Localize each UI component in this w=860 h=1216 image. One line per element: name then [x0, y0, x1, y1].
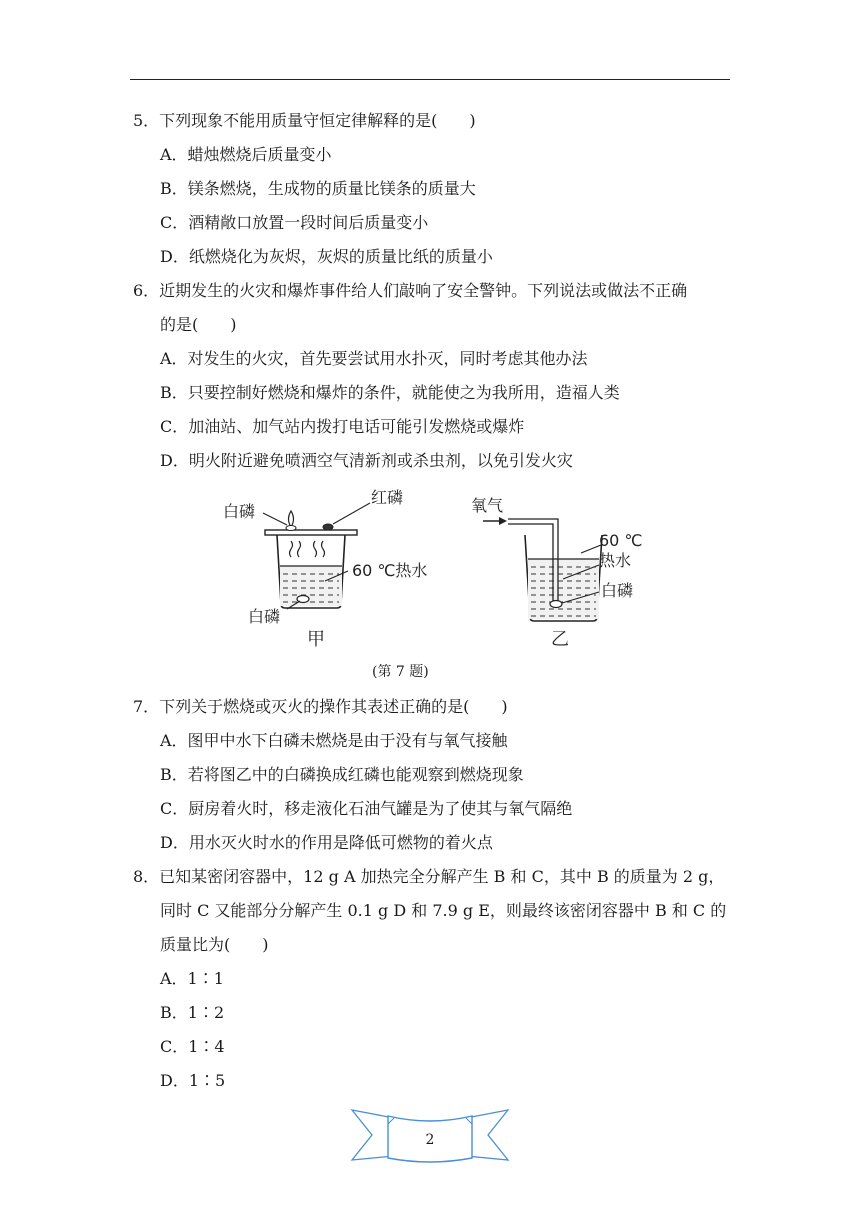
- question-8-stem-line1: 8．已知某密闭容器中，12 g A 加热完全分解产生 B 和 C，其中 B 的质量为 2 g，: [133, 867, 725, 886]
- question-5-stem: 5．下列现象不能用质量守恒定律解释的是( ): [133, 111, 476, 130]
- label-hot-water-yi: 热水: [599, 551, 632, 570]
- figure-name-yi: 乙: [551, 629, 569, 650]
- question-8-option-b: B．1∶2: [160, 1003, 225, 1022]
- label-temp-yi: 60 ℃: [599, 531, 643, 550]
- page-number: 2: [425, 1132, 435, 1148]
- copper-plate: [265, 530, 357, 535]
- question-5-option-b: B．镁条燃烧，生成物的质量比镁条的质量大: [160, 179, 476, 198]
- figure-yi: [471, 496, 642, 650]
- figure-name-jia: 甲: [307, 629, 325, 650]
- header-rule: [130, 79, 730, 80]
- label-hot-water-jia: 60 ℃热水: [352, 561, 428, 580]
- question-6-stem-line1: 6．近期发生的火灾和爆炸事件给人们敲响了安全警钟。下列说法或做法不正确: [133, 281, 688, 300]
- question-7-option-b: B．若将图乙中的白磷换成红磷也能观察到燃烧现象: [160, 765, 524, 784]
- question-7-option-a: A．图甲中水下白磷未燃烧是由于没有与氧气接触: [160, 731, 508, 750]
- question-6-stem-line2: 的是( ): [160, 315, 237, 334]
- question-5-option-a: A．蜡烛燃烧后质量变小: [160, 145, 332, 164]
- white-phosphorus-yi: [550, 601, 562, 608]
- label-white-phosphorus-bottom: 白磷: [248, 607, 281, 626]
- question-6-option-d: D．明火附近避免喷洒空气清新剂或杀虫剂，以免引发火灾: [160, 451, 573, 470]
- label-red-phosphorus: 红磷: [371, 488, 404, 507]
- question-7-option-c: C．厨房着火时，移走液化石油气罐是为了使其与氧气隔绝: [160, 799, 573, 818]
- red-phosphorus: [323, 524, 333, 530]
- question-7-option-d: D．用水灭火时水的作用是降低可燃物的着火点: [160, 833, 493, 852]
- question-6-option-c: C．加油站、加气站内拨打电话可能引发燃烧或爆炸: [160, 417, 525, 436]
- question-8-option-c: C．1∶4: [160, 1037, 225, 1056]
- question-6-option-a: A．对发生的火灾，首先要尝试用水扑灭，同时考虑其他办法: [160, 349, 588, 368]
- question-7-stem: 7．下列关于燃烧或灭火的操作其表述正确的是( ): [133, 697, 508, 716]
- question-6-option-b: B．只要控制好燃烧和爆炸的条件，就能使之为我所用，造福人类: [160, 383, 620, 402]
- flame-icon: [289, 511, 294, 527]
- label-oxygen: 氧气: [471, 496, 504, 515]
- figure-caption: (第 7 题): [372, 664, 429, 680]
- label-white-phosphorus-yi: 白磷: [601, 581, 634, 600]
- figure-jia: [223, 488, 427, 650]
- label-white-phosphorus-top: 白磷: [223, 502, 256, 521]
- arrow-right-icon: [499, 517, 507, 525]
- question-8-option-a: A．1∶1: [160, 969, 224, 988]
- question-8-stem-line3: 质量比为( ): [160, 935, 269, 954]
- question-5-option-d: D．纸燃烧化为灰烬，灰烬的质量比纸的质量小: [160, 247, 493, 266]
- question-8-stem-line2: 同时 C 又能部分分解产生 0.1 g D 和 7.9 g E，则最终该密闭容器中 B 和 C 的: [160, 901, 727, 920]
- question-7-figure: [215, 483, 650, 655]
- question-5-option-c: C．酒精敞口放置一段时间后质量变小: [160, 213, 429, 232]
- hot-water-jia: [280, 566, 342, 606]
- hot-water-yi: [528, 559, 599, 619]
- question-8-option-d: D．1∶5: [160, 1071, 226, 1090]
